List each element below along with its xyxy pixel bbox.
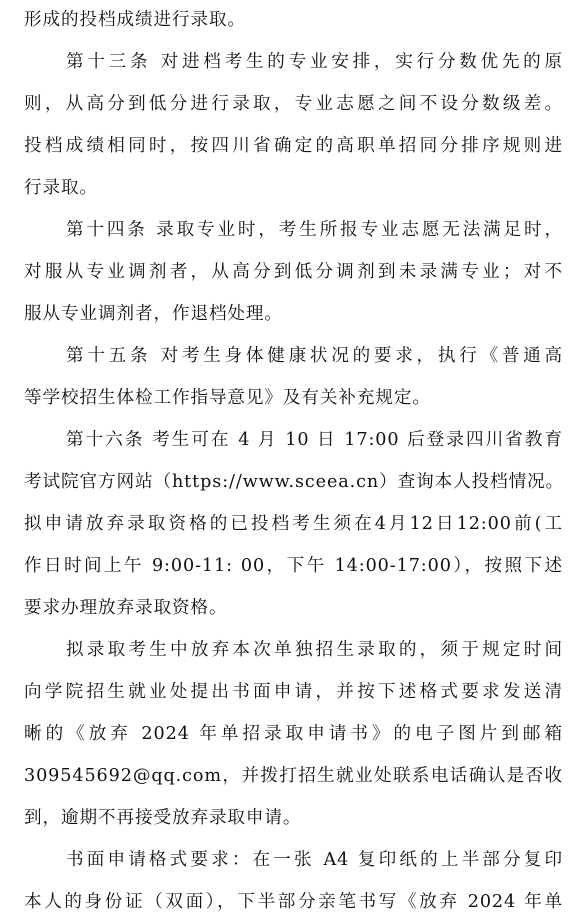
paragraph-first-line: 拟录取考生中放弃本次单独招生录取的，须于规定时间 <box>66 640 563 660</box>
text-line: 形成的投档成绩进行录取。 <box>24 10 246 30</box>
email-line: 309545692@qq.com，并拨打招生就业处联系电话确认是否收 <box>24 766 563 786</box>
text-line: 行录取。 <box>24 178 98 198</box>
text-line: 等学校招生体检工作指导意见》及有关补充规定。 <box>24 388 431 408</box>
text-line: 向学院招生就业处提出书面申请，并按下述格式要求发送清 <box>24 682 563 702</box>
article-13-heading-line: 第十三条 对进档考生的专业安排，实行分数优先的原 <box>66 52 563 72</box>
text-line: 拟申请放弃录取资格的已投档考生须在4月12日12:00前(工 <box>24 514 563 534</box>
paragraph-first-line: 书面申请格式要求：在一张 A4 复印纸的上半部分复印 <box>66 850 563 870</box>
text-line: 服从专业调剂者，作退档处理。 <box>24 304 283 324</box>
text-line: 晰的《放弃 2024 年单招录取申请书》的电子图片到邮箱 <box>24 724 563 744</box>
text-line: 则，从高分到低分进行录取，专业志愿之间不设分数级差。 <box>24 94 563 114</box>
text-line: 投档成绩相同时，按四川省确定的高职单招同分排序规则进 <box>24 136 563 156</box>
text-line: 对服从专业调剂者，从高分到低分调剂到未录满专业；对不 <box>24 262 563 282</box>
text-line: 要求办理放弃录取资格。 <box>24 598 228 618</box>
text-line: 本人的身份证（双面），下半部分亲笔书写《放弃 2024 年单 <box>24 892 563 912</box>
article-16-heading-line: 第十六条 考生可在 4 月 10 日 17:00 后登录四川省教育 <box>66 430 563 450</box>
article-14-heading-line: 第十四条 录取专业时，考生所报专业志愿无法满足时， <box>66 220 563 240</box>
text-line: 作日时间上午 9:00-11: 00，下午 14:00-17:00），按照下述 <box>24 556 563 576</box>
text-line: 考试院官方网站（https://www.sceea.cn）查询本人投档情况。 <box>24 472 565 492</box>
article-15-heading-line: 第十五条 对考生身体健康状况的要求，执行《普通高 <box>66 346 563 366</box>
text-line: 到，逾期不再接受放弃录取申请。 <box>24 808 302 828</box>
